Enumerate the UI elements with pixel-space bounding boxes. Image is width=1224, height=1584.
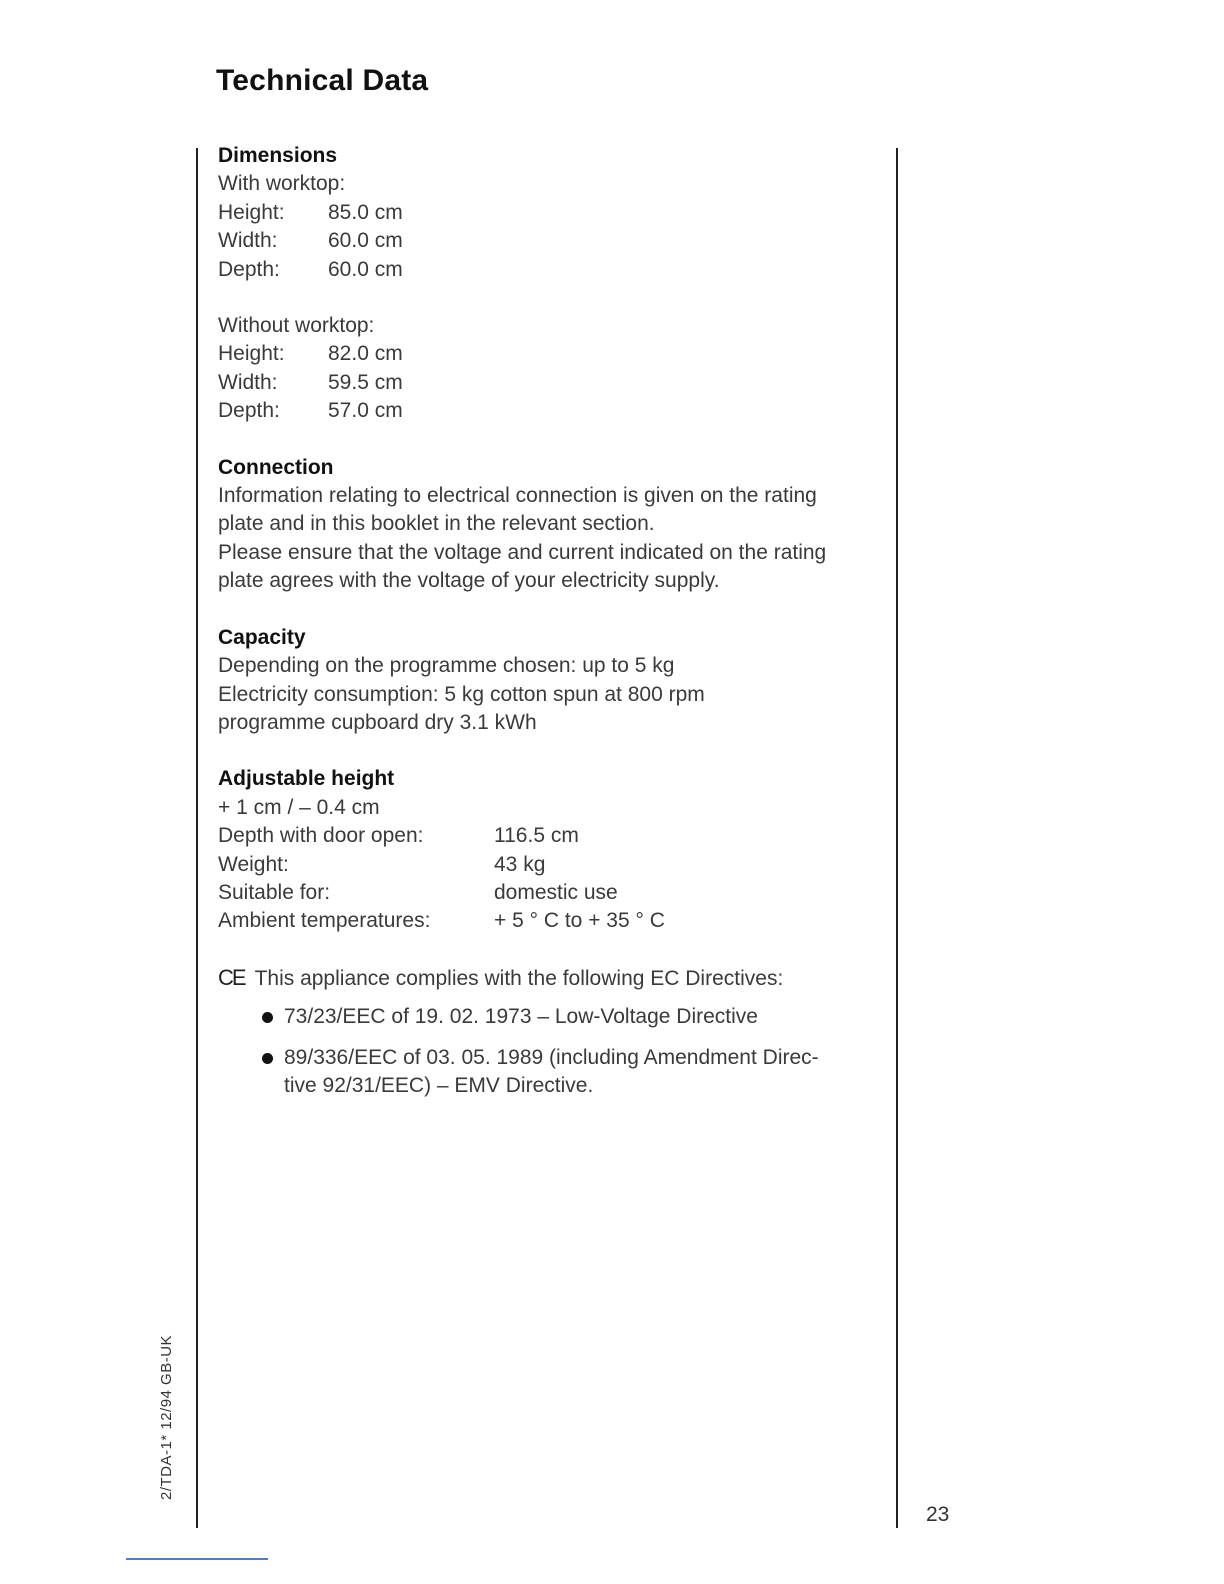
- ec-statement-line: [218, 964, 890, 993]
- spec-row: [218, 199, 890, 227]
- capacity-text-line: Depending on the programme chosen: up to 5 kg: [218, 654, 675, 678]
- connection-text-line: Please ensure that the voltage and current indicated on the rating: [218, 540, 827, 564]
- adjustable-section: [218, 765, 890, 935]
- bullet-icon: [262, 1053, 273, 1064]
- ce-mark-icon: CE: [218, 964, 245, 990]
- footer-rule: [126, 1558, 268, 1560]
- spec-row: [218, 340, 890, 368]
- spec-value: 60.0 cm: [328, 257, 403, 281]
- ec-statement: This appliance complies with the following EC Directives:: [254, 966, 784, 990]
- spec-value: 85.0 cm: [328, 200, 403, 224]
- connection-text-line: plate agrees with the voltage of your electricity supply.: [218, 569, 720, 593]
- with-worktop-label: With worktop:: [218, 172, 346, 196]
- spec-row: [218, 879, 890, 907]
- bullet-icon: [262, 1012, 273, 1023]
- spec-row: [218, 851, 890, 879]
- spec-row: [218, 369, 890, 397]
- dimensions-section: [218, 142, 890, 426]
- connection-text-line: plate and in this booklet in the relevant section.: [218, 512, 655, 536]
- spec-value: 59.5 cm: [328, 370, 403, 394]
- capacity-text-line: programme cupboard dry 3.1 kWh: [218, 710, 537, 734]
- spec-row: [218, 907, 890, 935]
- ec-section: [218, 964, 890, 1101]
- spec-key: Depth:: [218, 257, 280, 281]
- connection-heading: Connection: [218, 455, 334, 479]
- spec-key: Suitable for:: [218, 880, 331, 904]
- directive-text: 73/23/EEC of 19. 02. 1973 – Low-Voltage Directive: [284, 1005, 758, 1029]
- directive-text-continued: tive 92/31/EEC) – EMV Directive.: [284, 1073, 594, 1097]
- list-item: [262, 1003, 890, 1031]
- spec-key: Height:: [218, 342, 285, 366]
- spec-value: + 5 ° C to + 35 ° C: [494, 909, 665, 933]
- page-title: Technical Data: [216, 64, 429, 97]
- left-margin-rule: [196, 148, 198, 1528]
- spec-key: Width:: [218, 370, 278, 394]
- spec-key: Height:: [218, 200, 285, 224]
- right-margin-rule: [896, 148, 898, 1528]
- content-column: [218, 142, 890, 1112]
- spec-key: Weight:: [218, 852, 289, 876]
- connection-section: [218, 454, 890, 596]
- without-worktop-label: Without worktop:: [218, 314, 375, 338]
- spec-key: Depth:: [218, 399, 280, 423]
- list-item: [262, 1044, 890, 1101]
- spec-value: 60.0 cm: [328, 229, 403, 253]
- dimensions-heading: Dimensions: [218, 144, 338, 167]
- spec-row: [218, 822, 890, 850]
- spec-key: Ambient temperatures:: [218, 909, 431, 933]
- capacity-text-line: Electricity consumption: 5 kg cotton spun at 800 rpm: [218, 682, 705, 706]
- spec-value: 43 kg: [494, 852, 546, 876]
- adjustable-value: + 1 cm / – 0.4 cm: [218, 795, 380, 819]
- spec-value: domestic use: [494, 880, 618, 904]
- adjustable-heading: Adjustable height: [218, 767, 395, 791]
- connection-text-line: Information relating to electrical connection is given on the rating: [218, 484, 817, 508]
- directive-list: [218, 1003, 890, 1100]
- spec-row: [218, 256, 890, 284]
- spec-key: Depth with door open:: [218, 824, 424, 848]
- spec-value: 82.0 cm: [328, 342, 403, 366]
- directive-text: 89/336/EEC of 03. 05. 1989 (including Amendment Direc-: [284, 1045, 819, 1069]
- capacity-heading: Capacity: [218, 625, 306, 649]
- spec-key: Width:: [218, 229, 278, 253]
- spec-value: 116.5 cm: [494, 824, 579, 848]
- spec-row: [218, 227, 890, 255]
- spacer: [218, 284, 890, 312]
- capacity-section: [218, 624, 890, 738]
- spec-row: [218, 397, 890, 425]
- spec-value: 57.0 cm: [328, 399, 403, 423]
- page-number: 23: [926, 1503, 950, 1526]
- document-code: 2/TDA-1* 12/94 GB-UK: [158, 1334, 175, 1500]
